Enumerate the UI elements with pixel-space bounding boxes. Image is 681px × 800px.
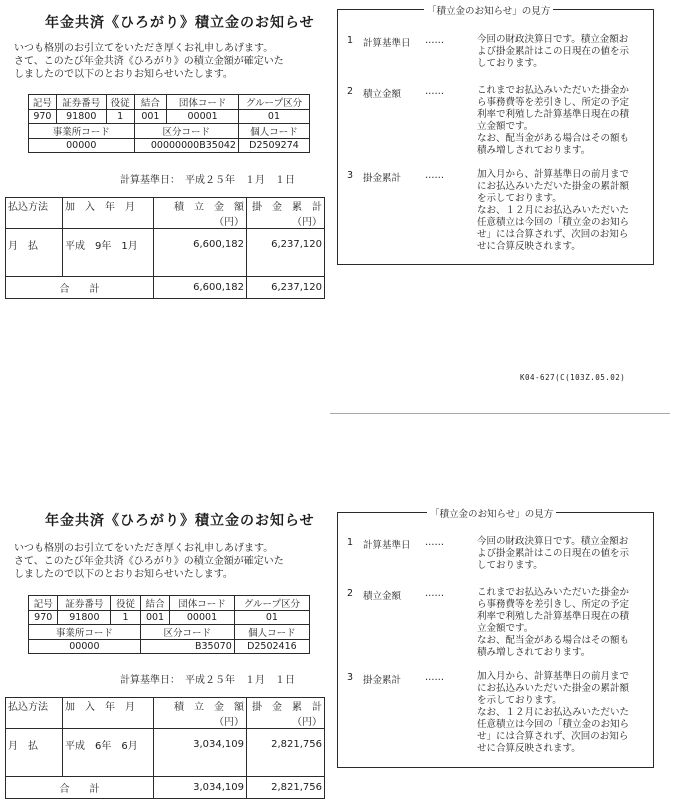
guide-item-label: 積立金額 (363, 591, 402, 602)
guide-item-number: 3 (347, 170, 354, 181)
value-kigou: 970 (29, 611, 58, 625)
value-kojin: D2502416 (234, 640, 309, 654)
header-join: 加 入 年 月 (63, 198, 154, 229)
value-paid: 2,821,756 (247, 729, 325, 777)
guide-item-dots: …… (425, 35, 444, 46)
header-paid: 掛 金 累 計 （円） (247, 698, 325, 729)
value-reserve: 6,600,182 (154, 229, 247, 277)
header-paid: 掛 金 累 計 （円） (247, 198, 325, 229)
header-method: 払込方法 (6, 198, 63, 229)
guide-item-label: 掛金累計 (363, 675, 402, 686)
total-paid: 6,237,120 (247, 277, 325, 299)
value-kubun: 00000000B35042 (134, 139, 238, 153)
guide-item-label: 積立金額 (363, 89, 402, 100)
value-paid: 6,237,120 (247, 229, 325, 277)
value-method: 月 払 (6, 229, 63, 277)
guide-item-description: 今回の財政決算日です。積立金額お よび掛金累計はこの日現在の値を示 しております。 (477, 536, 630, 571)
value-jigyosho: 00000 (29, 640, 141, 654)
header-kubun: 区分コード (140, 625, 234, 640)
header-shoken: 証券番号 (58, 596, 111, 611)
policy-info-table (28, 94, 310, 153)
guide-item-description: これまでお払込みいただいた掛金か ら事務費等を差引きし、所定の予定 利率で利殖した計算基準日現在の積 立金額です。 なお、配当金がある場合はその額も 積み増しされております。 (477, 85, 630, 156)
total-label: 合 計 (6, 277, 154, 299)
value-ketsugou: 001 (134, 110, 167, 124)
greeting-text: いつも格別のお引立てをいただき厚くお礼申しあげます。 さて、このたび年金共済《ひろがり》の積立金額が確定いた しましたので以下のとおりお知らせいたします。 (14, 543, 284, 580)
header-ketsugou: 結合 (140, 596, 169, 611)
guide-item-description: 今回の財政決算日です。積立金額お よび掛金累計はこの日現在の値を示 しております。 (477, 34, 630, 69)
value-dantai: 00001 (170, 611, 234, 625)
header-kubun: 区分コード (134, 124, 238, 139)
header-yakuju: 役従 (106, 95, 134, 110)
notice-title: 年金共済《ひろがり》積立金のお知らせ (45, 513, 315, 529)
value-yakuju: 1 (106, 110, 134, 124)
guide-item-description: これまでお払込みいただいた掛金か ら事務費等を差引きし、所定の予定 利率で利殖した計算基準日現在の積 立金額です。 なお、配当金がある場合はその額も 積み増しされております。 (477, 587, 630, 658)
header-jigyosho: 事業所コード (29, 625, 141, 640)
guide-item-dots: …… (425, 672, 444, 683)
value-reserve: 3,034,109 (154, 729, 247, 777)
value-join: 平成 6年 6月 (63, 729, 154, 777)
value-dantai: 00001 (167, 110, 239, 124)
total-reserve: 6,600,182 (154, 277, 247, 299)
notice-card-bottom (0, 400, 681, 800)
guide-item-dots: …… (425, 537, 444, 548)
value-kigou: 970 (29, 110, 57, 124)
value-kubun: B35070 (140, 640, 234, 654)
guide-item-number: 1 (347, 537, 354, 548)
header-shoken: 証券番号 (56, 95, 106, 110)
value-join: 平成 9年 1月 (63, 229, 154, 277)
header-kojin: 個人コード (238, 124, 309, 139)
guide-item-dots: …… (425, 588, 444, 599)
header-kojin: 個人コード (234, 625, 309, 640)
guide-caption: 「積立金のお知らせ」の見方 (424, 3, 553, 17)
value-shoken: 91800 (56, 110, 106, 124)
amounts-table (5, 697, 325, 799)
value-group: 01 (238, 110, 309, 124)
guide-item-label: 掛金累計 (363, 173, 402, 184)
header-group: グループ区分 (234, 596, 309, 611)
guide-item-dots: …… (425, 170, 444, 181)
guide-item-label: 計算基準日 (363, 38, 411, 49)
form-code: K04-627(C(103Z.05.02) (520, 373, 626, 382)
policy-info-table (28, 595, 310, 654)
guide-item-number: 2 (347, 588, 354, 599)
value-ketsugou: 001 (140, 611, 169, 625)
header-ketsugou: 結合 (134, 95, 167, 110)
value-method: 月 払 (6, 729, 63, 777)
header-reserve: 積 立 金 額 （円） (154, 698, 247, 729)
value-yakuju: 1 (111, 611, 140, 625)
header-yakuju: 役従 (111, 596, 140, 611)
amounts-table (5, 197, 325, 299)
guide-item-number: 2 (347, 86, 354, 97)
header-dantai: 団体コード (170, 596, 234, 611)
guide-item-number: 1 (347, 35, 354, 46)
guide-item-number: 3 (347, 672, 354, 683)
value-kojin: D2509274 (238, 139, 309, 153)
total-reserve: 3,034,109 (154, 777, 247, 799)
total-paid: 2,821,756 (247, 777, 325, 799)
header-join: 加 入 年 月 (63, 698, 154, 729)
header-method: 払込方法 (6, 698, 63, 729)
value-group: 01 (234, 611, 309, 625)
total-label: 合 計 (6, 777, 154, 799)
value-jigyosho: 00000 (29, 139, 135, 153)
basis-date: 計算基準日： 平成２５年 １月 １日 (120, 175, 295, 186)
header-reserve: 積 立 金 額 （円） (154, 198, 247, 229)
greeting-text: いつも格別のお引立てをいただき厚くお礼申しあげます。 さて、このたび年金共済《ひろがり》の積立金額が確定いた しましたので以下のとおりお知らせいたします。 (14, 43, 284, 80)
guide-item-dots: …… (425, 86, 444, 97)
notice-title: 年金共済《ひろがり》積立金のお知らせ (45, 15, 315, 31)
header-dantai: 団体コード (167, 95, 239, 110)
guide-caption: 「積立金のお知らせ」の見方 (427, 506, 556, 520)
header-kigou: 記号 (29, 95, 57, 110)
guide-item-description: 加入月から、計算基準日の前月まで にお払込みいただいた掛金の累計額 を示しております。 なお、１２月にお払込みいただいた 任意積立は今回の「積立金のお知ら せ」には合算されず、次回のお知ら せに合算反映されます。 (477, 169, 630, 252)
guide-item-label: 計算基準日 (363, 540, 411, 551)
header-group: グループ区分 (238, 95, 309, 110)
guide-item-description: 加入月から、計算基準日の前月まで にお払込みいただいた掛金の累計額 を示しております。 なお、１２月にお払込みいただいた 任意積立は今回の「積立金のお知ら せ」には合算されず、次回のお知ら せに合算反映されます。 (477, 671, 630, 754)
basis-date: 計算基準日： 平成２５年 １月 １日 (120, 675, 295, 686)
header-kigou: 記号 (29, 596, 58, 611)
value-shoken: 91800 (58, 611, 111, 625)
header-jigyosho: 事業所コード (29, 124, 135, 139)
